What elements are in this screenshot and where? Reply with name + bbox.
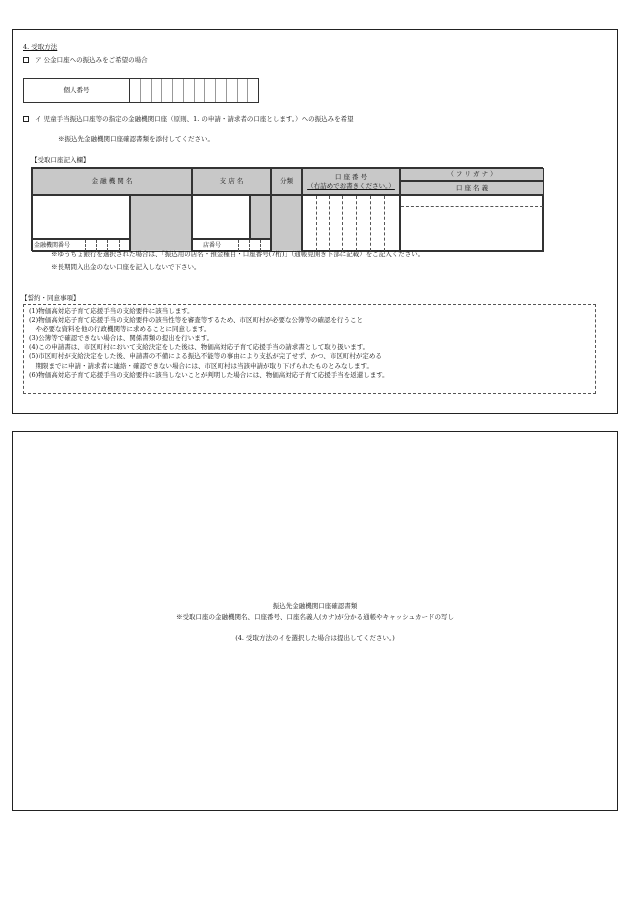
account-number-sublabel: （右詰めでお書きください。） xyxy=(307,181,395,190)
pledge-line: (2)物価高対応子育て応援手当の支給要件の該当性等を審査等するため、市区町村が必要な公簿等の確認を行うこと xyxy=(29,316,363,325)
option-i-row xyxy=(23,115,354,123)
account-type-input[interactable] xyxy=(271,195,302,252)
attach-note: ※振込先金融機関口座確認書類を添付してください。 xyxy=(58,135,214,143)
bank-code-label: 金融機関番号 xyxy=(34,242,71,249)
attachment-title: 振込先金融機関口座確認書類 xyxy=(272,602,358,610)
option-i-label: イ 児童手当振込口座等の指定の金融機関口座（原則、1. の申請・請求者の口座とします。）への振込みを希望 xyxy=(35,115,354,123)
bank-section-title: 【受取口座記入欄】 xyxy=(31,156,90,164)
personal-number-table xyxy=(23,78,259,103)
pledge-line: (5)市区町村が支給決定をした後、申請書の不備による振込不能等の事由により支払が完了せず、かつ、市区町村が定める xyxy=(29,352,382,361)
attachment-panel xyxy=(12,431,618,811)
account-number-label: 口 座 番 号 xyxy=(334,173,368,182)
account-holder-input[interactable] xyxy=(400,195,544,252)
branch-name-input[interactable] xyxy=(192,195,250,239)
pledge-line: や必要な資料を他の行政機関等に求めることに同意します。 xyxy=(29,325,211,334)
section-heading: 4. 受取方法 xyxy=(23,43,58,51)
branch-name-header: 支 店 名 xyxy=(192,168,271,195)
bank-type-shade xyxy=(130,195,192,252)
pledge-title: 【誓約・同意事項】 xyxy=(21,294,80,302)
attachment-note: (4. 受取方法のイを選択した場合は提出してください。) xyxy=(235,634,395,642)
pledge-line: (4)この申請書は、市区町村において支給決定をした後は、物価高対応子育て応援手当の請求書として取り扱います。 xyxy=(29,343,370,352)
pledge-line: (6)物価高対応子育て応援手当の支給要件に該当しないことが判明した場合には、物価高対応子育て応援手当を返還します。 xyxy=(29,370,389,379)
option-a-row xyxy=(23,56,148,64)
yucho-note: ※ゆうちょ銀行を選択された場合は、「振込用の店名・預金種目・口座番号(7桁)」（通帳見開き下部に記載）をご記入ください。 xyxy=(51,250,425,258)
bank-account-table xyxy=(31,167,543,251)
holder-header: 口 座 名 義 xyxy=(400,181,544,195)
receipt-method-panel xyxy=(12,29,618,414)
dormant-note: ※長期間入出金のない口座を記入しないで下さい。 xyxy=(51,263,201,271)
branch-code-label: 店番号 xyxy=(203,242,222,249)
pledge-line: (1)物価高対応子育て応援手当の支給要件に該当します。 xyxy=(29,307,194,315)
account-number-header xyxy=(302,168,400,195)
branch-type-shade xyxy=(250,195,271,239)
pledge-line: (3)公簿等で確認できない場合は、関係書類の提出を行います。 xyxy=(29,334,214,343)
account-number-input[interactable] xyxy=(302,195,400,252)
personal-number-cells[interactable] xyxy=(130,79,258,102)
option-a-label: ア 公金口座への振込みをご希望の場合 xyxy=(35,56,148,64)
pledge-box xyxy=(23,304,596,394)
account-type-header: 分類 xyxy=(271,168,302,195)
bank-name-input[interactable] xyxy=(32,195,130,239)
personal-number-label: 個人番号 xyxy=(24,79,130,102)
kana-header: （ フ リ ガ ナ ） xyxy=(400,168,544,181)
option-i-checkbox[interactable] xyxy=(23,116,29,122)
bank-name-header: 金 融 機 関 名 xyxy=(32,168,192,195)
attachment-desc: ※受取口座の金融機関名、口座番号、口座名義人(カナ)が分かる通帳やキャッシュカードの写し xyxy=(176,613,454,621)
option-a-checkbox[interactable] xyxy=(23,57,29,63)
pledge-line: 期限までに申請・請求者に連絡・確認できない場合には、市区町村は当該申請が取り下げられたものとみなします。 xyxy=(29,361,373,370)
